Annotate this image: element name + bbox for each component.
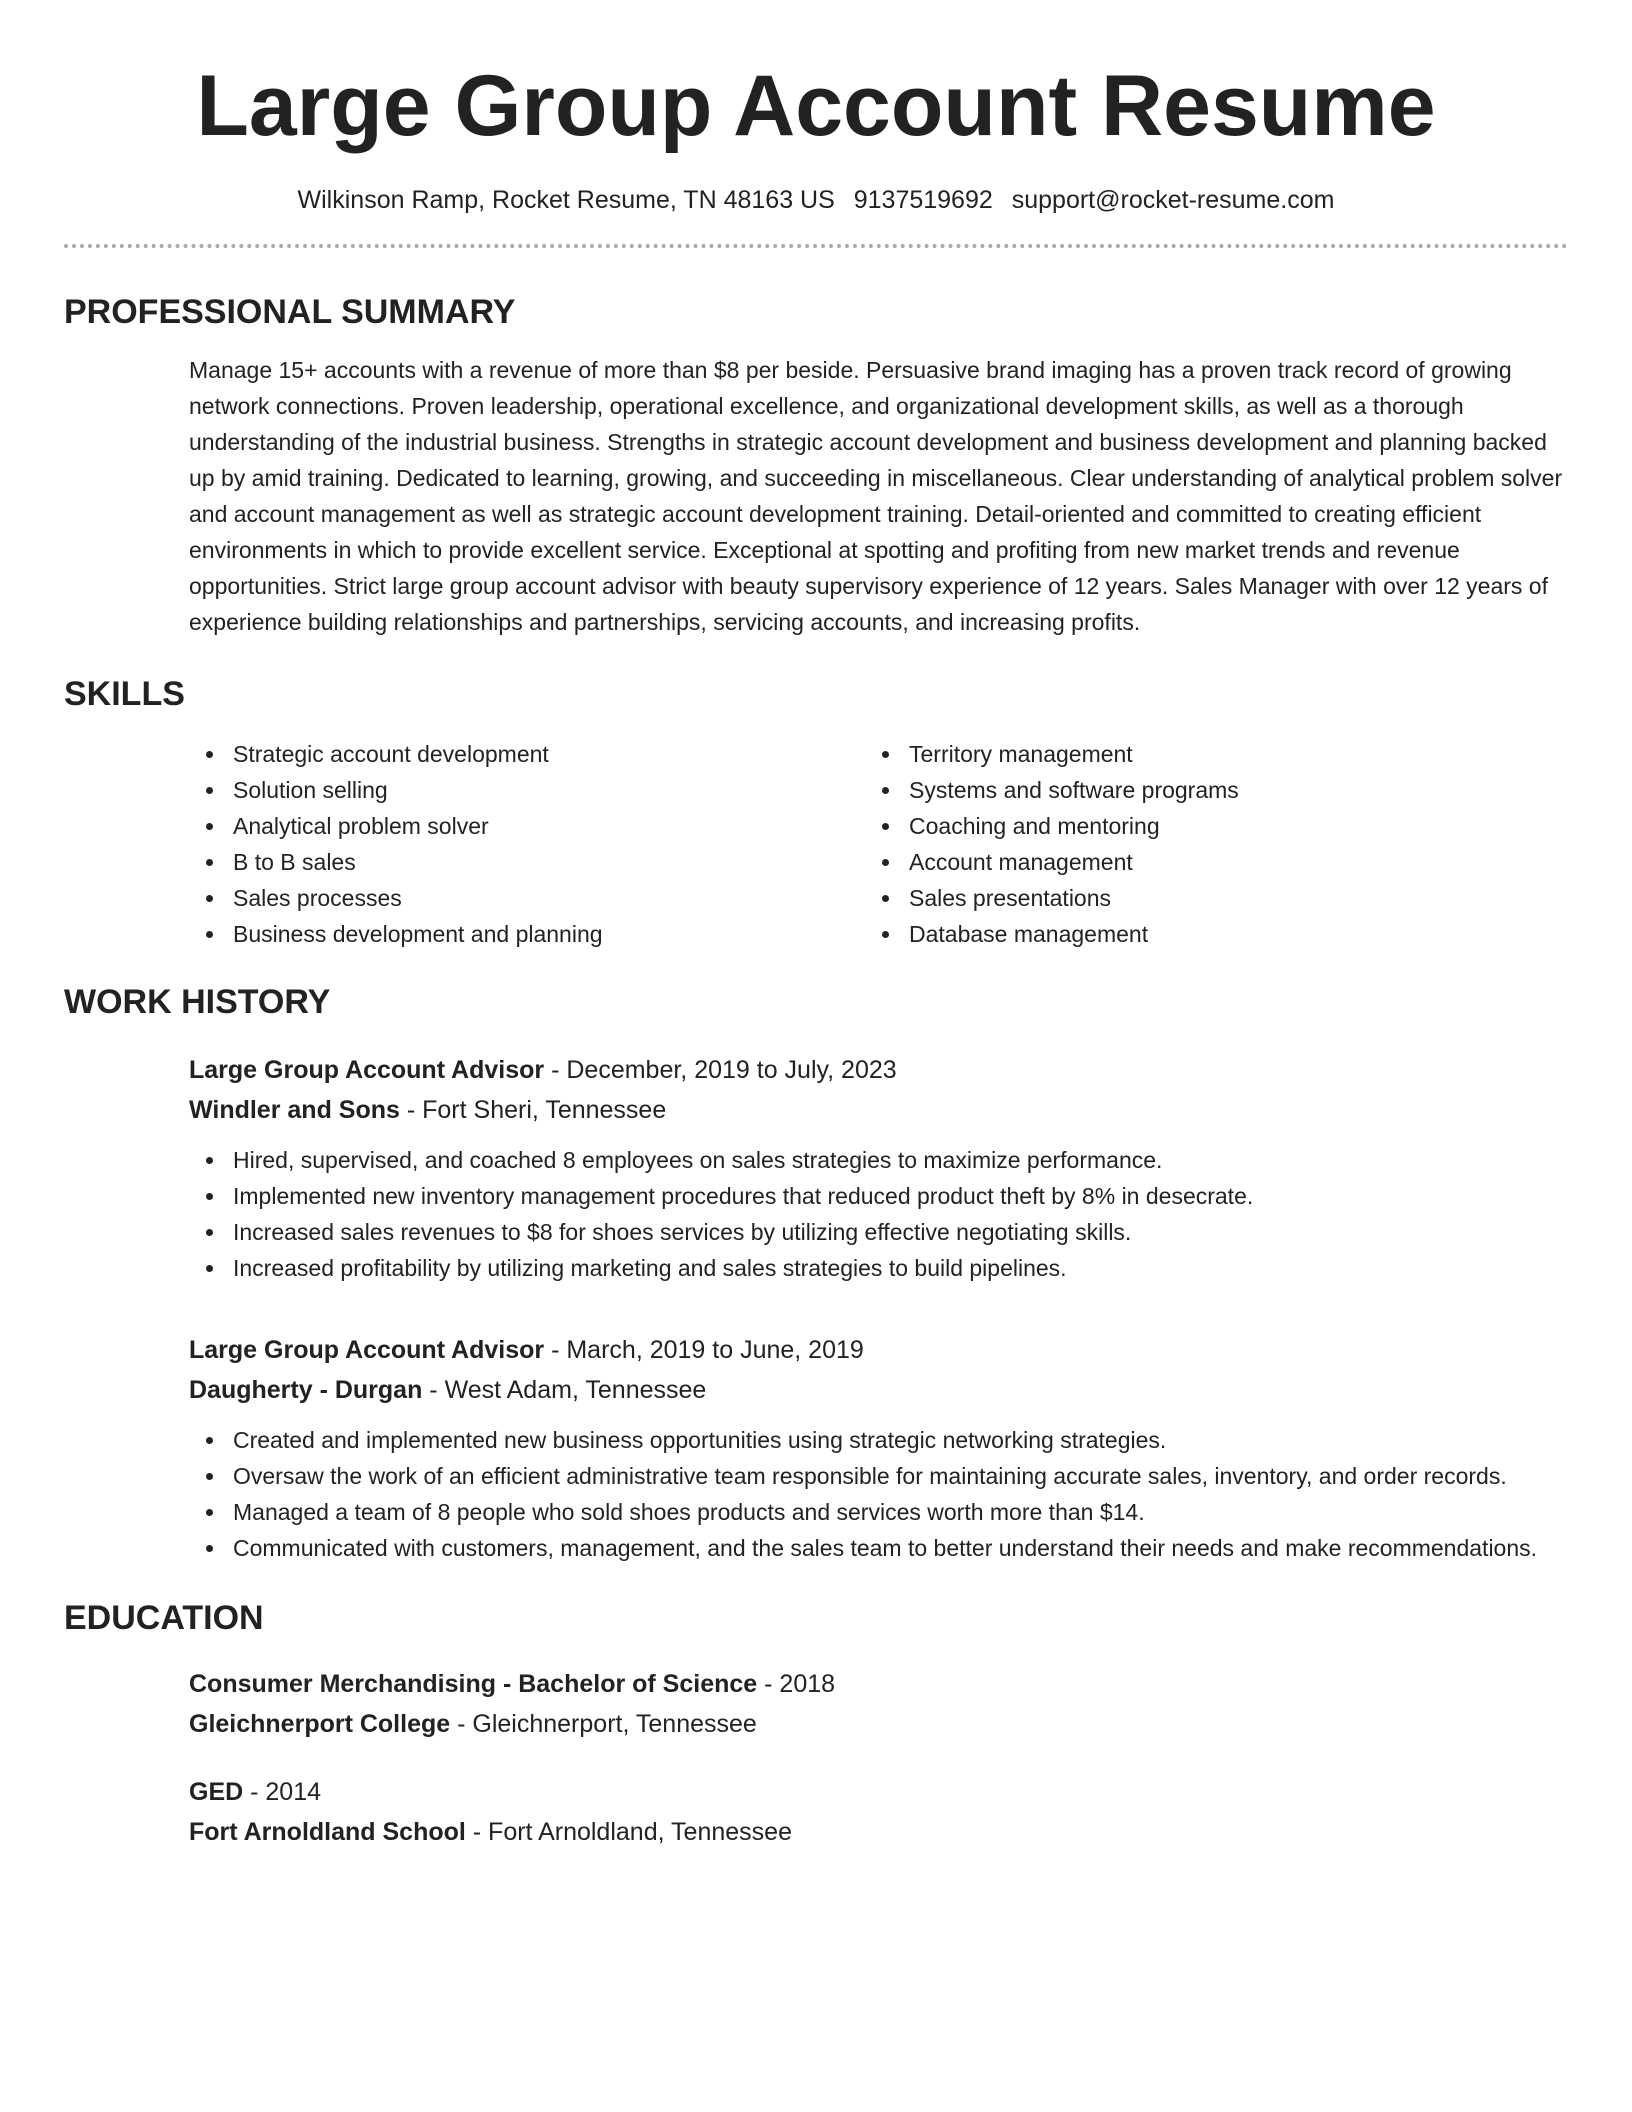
job-bullet: Increased profitability by utilizing marketing and sales strategies to build pipelines.: [189, 1250, 1568, 1286]
job-bullet: Oversaw the work of an efficient administrative team responsible for maintaining accurate sales, inventory, and order records.: [189, 1458, 1568, 1494]
skills-column-left: [189, 736, 865, 952]
education-entry: [189, 1664, 1568, 1744]
skills-list: [189, 736, 1568, 952]
skill-item: Sales presentations: [865, 880, 1541, 916]
job-bullet: Implemented new inventory management procedures that reduced product theft by 8% in desecrate.: [189, 1178, 1568, 1214]
skill-item: Coaching and mentoring: [865, 808, 1541, 844]
job-bullets: [189, 1422, 1568, 1566]
skill-item: Sales processes: [189, 880, 865, 916]
job-bullet: Communicated with customers, management, and the sales team to better understand their needs and make recommendations.: [189, 1530, 1568, 1566]
skill-item: Business development and planning: [189, 916, 865, 952]
job-bullet: Managed a team of 8 people who sold shoes products and services worth more than $14.: [189, 1494, 1568, 1530]
job-entry: [189, 1330, 1568, 1566]
skill-item: Systems and software programs: [865, 772, 1541, 808]
contact-address: Wilkinson Ramp, Rocket Resume, TN 48163 US: [297, 186, 835, 214]
contact-phone: 9137519692: [853, 186, 993, 214]
summary-heading: PROFESSIONAL SUMMARY: [64, 293, 516, 331]
job-company: Windler and Sons: [189, 1096, 400, 1124]
education-school: Gleichnerport College: [189, 1710, 451, 1738]
skill-item: Analytical problem solver: [189, 808, 865, 844]
summary-text: Manage 15+ accounts with a revenue of more than $8 per beside. Persuasive brand imaging has a proven track record of growing network connections. Proven leadership, operational excellence, and organizational development skills, as well as a thorough understanding of the industrial business. Strengths in strategic account development and business development and planning backed up by amid training. Dedicated to learning, growing, and succeeding in miscellaneous. Clear understanding of analytical problem solver and account management as well as strategic account development training. Detail-oriented and committed to creating efficient environments in which to provide excellent service. Exceptional at spotting and profiting from new market trends and revenue opportunities. Strict large group account advisor with beauty supervisory experience of 12 years. Sales Manager with over 12 years of experience building relationships and partnerships, servicing accounts, and increasing profits.: [189, 357, 1563, 635]
contact-email: support@rocket-resume.com: [1011, 186, 1335, 214]
job-location: - Fort Sheri, Tennessee: [399, 1096, 667, 1124]
job-location: - West Adam, Tennessee: [422, 1376, 707, 1404]
job-role: Large Group Account Advisor: [189, 1056, 545, 1084]
skills-column-right: [865, 736, 1541, 952]
job-title-line: [189, 1330, 1568, 1370]
job-entry: [189, 1050, 1568, 1286]
education-school: Fort Arnoldland School: [189, 1818, 466, 1846]
job-company-line: [189, 1370, 1568, 1410]
header-divider: [64, 244, 1568, 248]
education-school-line: [189, 1812, 1568, 1852]
education-location: - Fort Arnoldland, Tennessee: [465, 1818, 792, 1846]
education-year: - 2014: [243, 1778, 322, 1806]
skill-item: Strategic account development: [189, 736, 865, 772]
education-entry: [189, 1772, 1568, 1852]
job-company-line: [189, 1090, 1568, 1130]
job-role: Large Group Account Advisor: [189, 1336, 545, 1364]
skill-item: Account management: [865, 844, 1541, 880]
education-heading: EDUCATION: [64, 1599, 264, 1637]
job-bullet: Increased sales revenues to $8 for shoes services by utilizing effective negotiating skills.: [189, 1214, 1568, 1250]
job-title-line: [189, 1050, 1568, 1090]
skills-heading: SKILLS: [64, 675, 185, 713]
education-degree-line: [189, 1772, 1568, 1812]
job-dates: - March, 2019 to June, 2019: [544, 1336, 864, 1364]
education-location: - Gleichnerport, Tennessee: [450, 1710, 757, 1738]
job-bullet: Hired, supervised, and coached 8 employees on sales strategies to maximize performance.: [189, 1142, 1568, 1178]
education-degree: GED: [189, 1778, 244, 1806]
education-year: - 2018: [757, 1670, 836, 1698]
education-school-line: [189, 1704, 1568, 1744]
contact-line: [64, 184, 1568, 216]
job-bullets: [189, 1142, 1568, 1286]
skill-item: Database management: [865, 916, 1541, 952]
skill-item: B to B sales: [189, 844, 865, 880]
work-history-heading: WORK HISTORY: [64, 983, 331, 1021]
skill-item: Solution selling: [189, 772, 865, 808]
job-dates: - December, 2019 to July, 2023: [544, 1056, 897, 1084]
resume-title: Large Group Account Resume: [196, 58, 1436, 154]
job-company: Daugherty - Durgan: [189, 1376, 423, 1404]
education-degree-line: [189, 1664, 1568, 1704]
education-degree: Consumer Merchandising - Bachelor of Science: [189, 1670, 758, 1698]
skill-item: Territory management: [865, 736, 1541, 772]
job-bullet: Created and implemented new business opportunities using strategic networking strategies.: [189, 1422, 1568, 1458]
